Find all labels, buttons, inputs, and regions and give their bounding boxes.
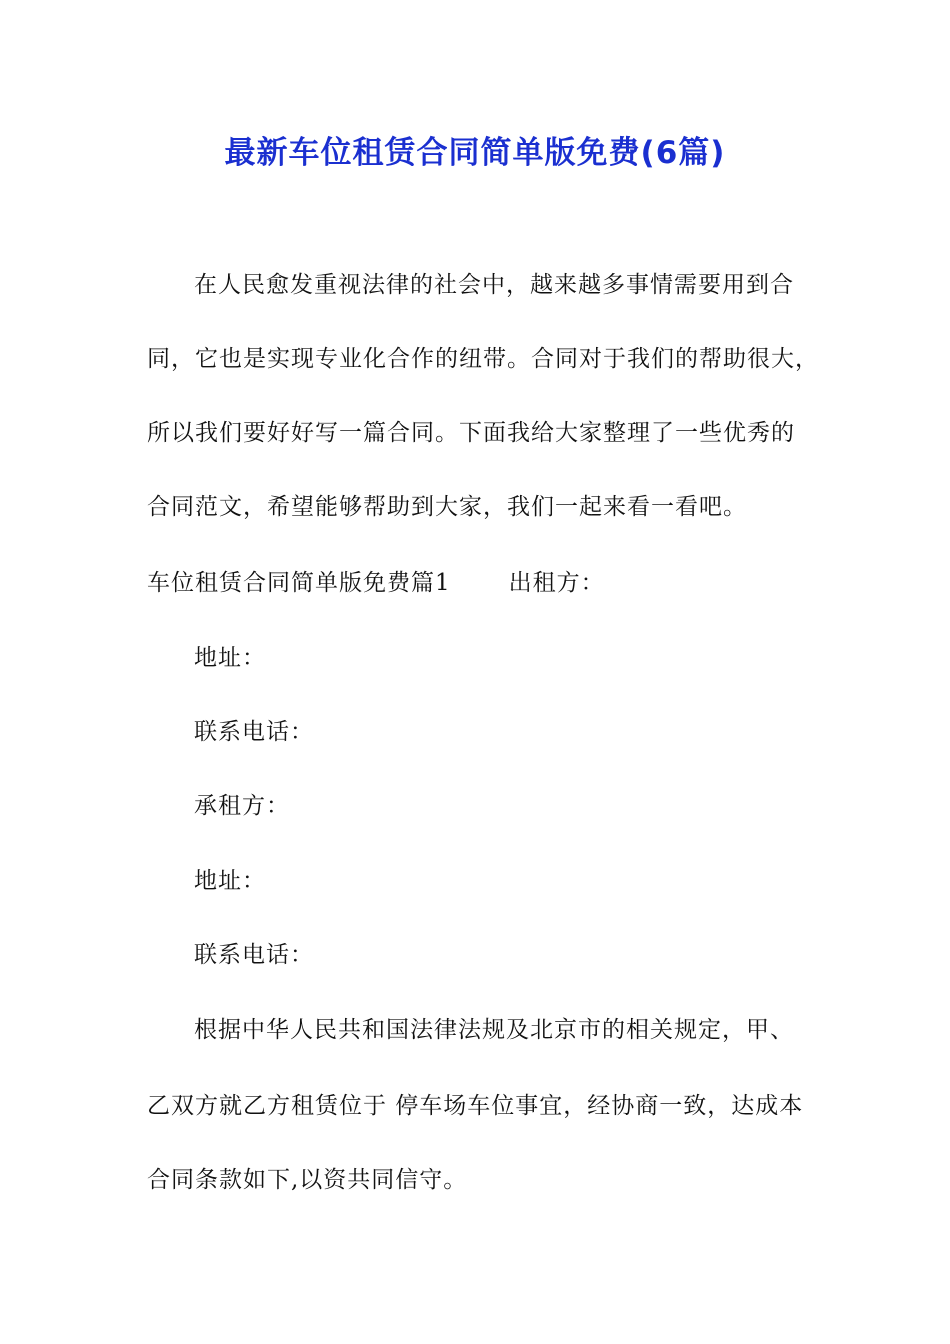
section-heading: 车位租赁合同简单版免费篇1 [147, 570, 451, 596]
intro-line-3: 所以我们要好好写一篇合同。下面我给大家整理了一些优秀的 [147, 420, 795, 446]
basis-line-1: 根据中华人民共和国法律法规及北京市的相关规定，甲、 [194, 1017, 794, 1043]
intro-line-2: 同，它也是实现专业化合作的纽带。合同对于我们的帮助很大， [147, 346, 819, 372]
lessee-label: 承租方： [194, 793, 290, 819]
lessor-label: 出租方： [508, 570, 605, 596]
basis-line-3: 合同条款如下,以资共同信守。 [147, 1167, 468, 1193]
section-heading-row [147, 566, 827, 600]
basis-line-2: 乙双方就乙方租赁位于 停车场车位事宜，经协商一致，达成本 [147, 1093, 804, 1119]
lessor-phone: 联系电话： [194, 719, 314, 745]
lessee-address: 地址： [194, 868, 266, 894]
lessee-phone: 联系电话： [194, 942, 314, 968]
intro-line-4: 合同范文，希望能够帮助到大家，我们一起来看一看吧。 [147, 494, 747, 520]
document-title: 最新车位租赁合同简单版免费(6篇) [224, 135, 726, 171]
lessor-address: 地址： [194, 645, 266, 671]
intro-line-1: 在人民愈发重视法律的社会中，越来越多事情需要用到合 [194, 272, 794, 298]
